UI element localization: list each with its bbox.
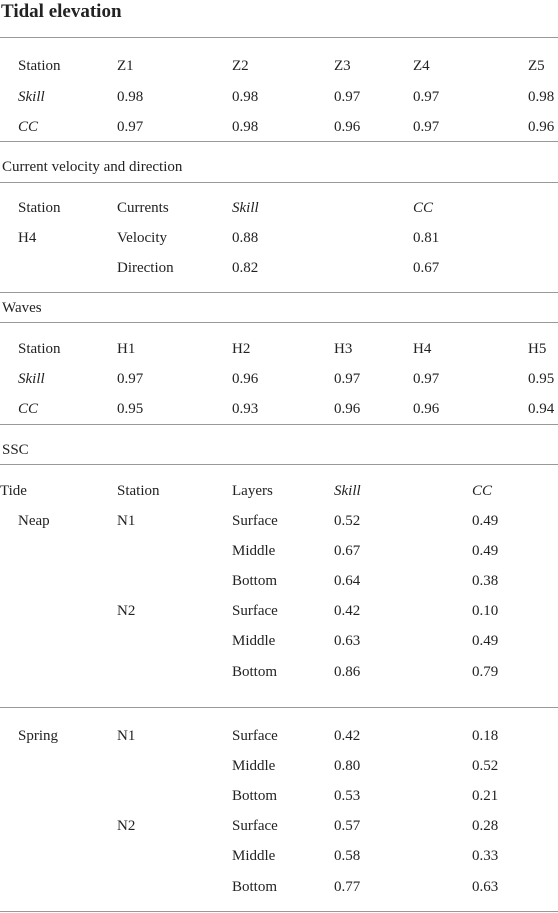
rule	[0, 424, 558, 425]
table-cell: Middle	[232, 633, 276, 649]
table-cell: Middle	[232, 543, 276, 559]
table-cell: Middle	[232, 758, 276, 774]
table-cell: 0.80	[334, 758, 361, 774]
table-cell: 0.96	[528, 119, 555, 135]
table-cell: Bottom	[232, 573, 278, 589]
table-cell: N2	[117, 603, 136, 619]
table-cell: 0.95	[117, 401, 144, 417]
column-header: Skill	[334, 483, 361, 499]
table-cell: 0.33	[472, 848, 499, 864]
table-cell: 0.97	[117, 119, 144, 135]
rule	[0, 37, 558, 38]
table-cell: 0.98	[232, 119, 259, 135]
table-cell: Velocity	[117, 230, 167, 246]
column-header: Z2	[232, 58, 249, 74]
table-cell: 0.96	[334, 119, 361, 135]
column-header: Skill	[232, 200, 259, 216]
table-cell: N2	[117, 818, 136, 834]
table-cell: 0.96	[232, 371, 259, 387]
table-cell: 0.98	[117, 89, 144, 105]
table-cell: 0.97	[413, 371, 440, 387]
column-header: Z1	[117, 58, 134, 74]
rule	[0, 707, 558, 708]
column-header: Station	[117, 483, 160, 499]
section-waves: Waves	[2, 300, 42, 316]
table-cell: N1	[117, 513, 136, 529]
column-header: Station	[18, 341, 61, 357]
table-cell: Skill	[18, 89, 45, 105]
table-cell: Surface	[232, 603, 278, 619]
table-cell: N1	[117, 728, 136, 744]
table-cell: 0.18	[472, 728, 499, 744]
table-cell: 0.63	[334, 633, 361, 649]
table-cell: Skill	[18, 371, 45, 387]
table-cell: 0.98	[528, 89, 555, 105]
rule	[0, 464, 558, 465]
rule	[0, 911, 558, 912]
table-cell: Bottom	[232, 879, 278, 895]
table-cell: 0.96	[334, 401, 361, 417]
column-header: Station	[18, 58, 61, 74]
table-cell: 0.95	[528, 371, 555, 387]
table-cell: 0.96	[413, 401, 440, 417]
column-header: H3	[334, 341, 353, 357]
table-cell: 0.94	[528, 401, 555, 417]
table-cell: CC	[18, 119, 39, 135]
table-cell: 0.97	[117, 371, 144, 387]
table-cell: Surface	[232, 513, 278, 529]
table-cell: 0.79	[472, 664, 499, 680]
table-cell: 0.57	[334, 818, 361, 834]
column-header: Station	[18, 200, 61, 216]
column-header: H4	[413, 341, 432, 357]
table-cell: 0.97	[413, 89, 440, 105]
table-cell: 0.82	[232, 260, 259, 276]
table-cell: Bottom	[232, 664, 278, 680]
table-cell: H4	[18, 230, 37, 246]
table-cell: 0.10	[472, 603, 499, 619]
table-cell: 0.49	[472, 513, 499, 529]
table-cell: 0.64	[334, 573, 361, 589]
table-cell: 0.97	[334, 89, 361, 105]
table-cell: 0.28	[472, 818, 499, 834]
table-cell: 0.52	[334, 513, 361, 529]
table-cell: 0.81	[413, 230, 440, 246]
table-cell: 0.97	[334, 371, 361, 387]
rule	[0, 141, 558, 142]
table-cell: 0.98	[232, 89, 259, 105]
table-cell: 0.49	[472, 543, 499, 559]
table-cell: Neap	[18, 513, 50, 529]
table-cell: 0.42	[334, 603, 361, 619]
column-header: Layers	[232, 483, 273, 499]
column-header: CC	[472, 483, 493, 499]
table-cell: 0.42	[334, 728, 361, 744]
table-cell: 0.86	[334, 664, 361, 680]
table-title: Tidal elevation	[1, 1, 122, 22]
table-cell: CC	[18, 401, 39, 417]
rule	[0, 182, 558, 183]
table-cell: Surface	[232, 818, 278, 834]
column-header: Z3	[334, 58, 351, 74]
table-cell: 0.58	[334, 848, 361, 864]
column-header: Currents	[117, 200, 169, 216]
column-header: Z4	[413, 58, 430, 74]
table-cell: Surface	[232, 728, 278, 744]
rule	[0, 292, 558, 293]
table-cell: 0.49	[472, 633, 499, 649]
column-header: H2	[232, 341, 251, 357]
table-cell: 0.93	[232, 401, 259, 417]
table-cell: 0.63	[472, 879, 499, 895]
table-cell: Middle	[232, 848, 276, 864]
table-cell: 0.67	[334, 543, 361, 559]
table-cell: 0.97	[413, 119, 440, 135]
table-cell: Bottom	[232, 788, 278, 804]
section-current: Current velocity and direction	[2, 159, 183, 175]
table-cell: 0.52	[472, 758, 499, 774]
table-cell: 0.53	[334, 788, 361, 804]
column-header: H1	[117, 341, 136, 357]
table-cell: 0.77	[334, 879, 361, 895]
table-cell: Spring	[18, 728, 59, 744]
column-header: Z5	[528, 58, 545, 74]
section-ssc: SSC	[2, 442, 29, 458]
column-header: H5	[528, 341, 547, 357]
table-cell: 0.67	[413, 260, 440, 276]
table-cell: 0.38	[472, 573, 499, 589]
table-cell: Direction	[117, 260, 174, 276]
table-cell: 0.88	[232, 230, 259, 246]
table-cell: 0.21	[472, 788, 499, 804]
rule	[0, 322, 558, 323]
column-header: CC	[413, 200, 434, 216]
column-header: Tide	[0, 483, 27, 499]
